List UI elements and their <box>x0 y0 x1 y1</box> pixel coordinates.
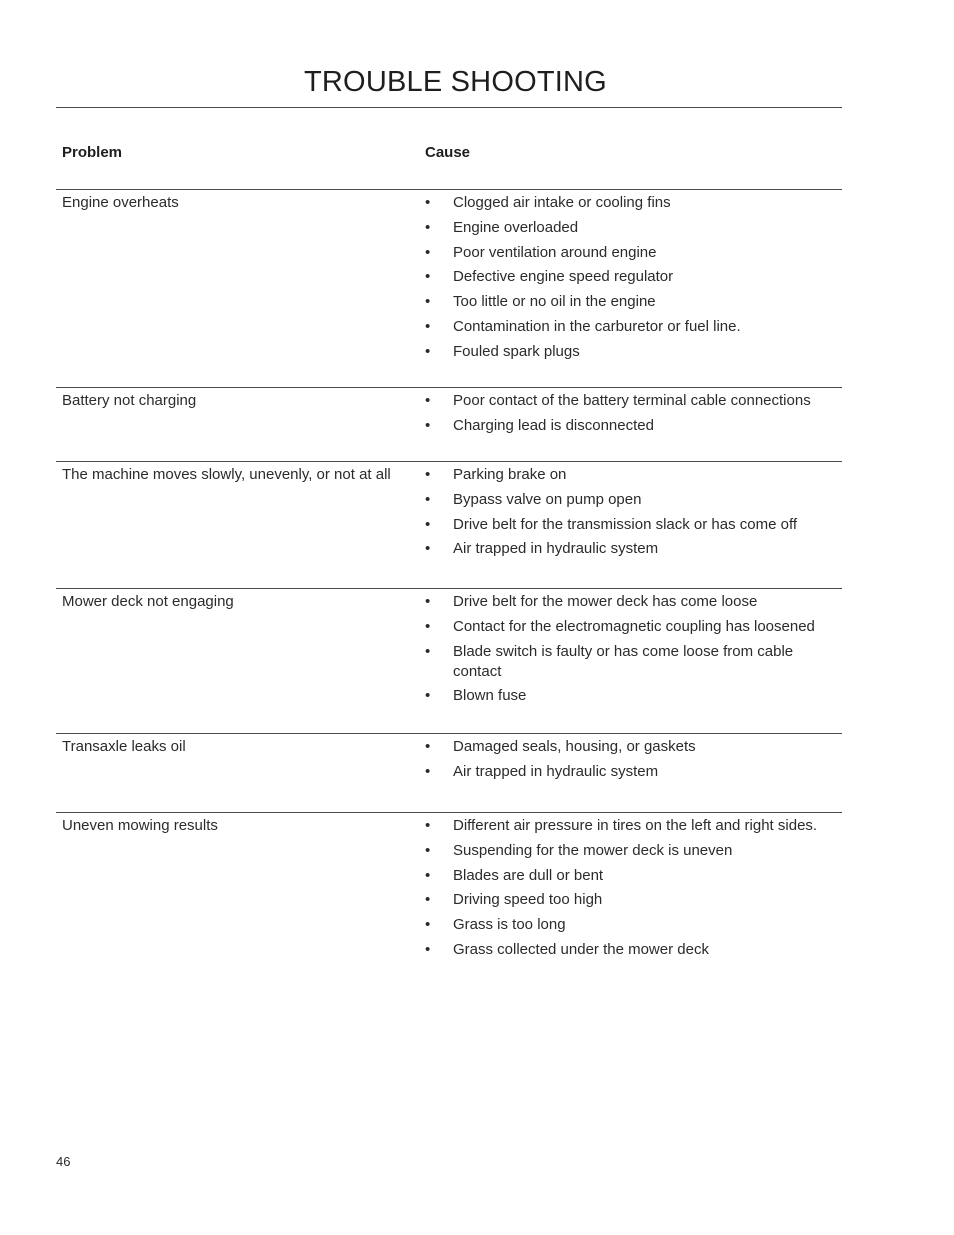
bullet-icon: • <box>425 762 431 780</box>
cause-text: Blown fuse <box>453 687 527 705</box>
cause-text: Damaged seals, housing, or gaskets <box>453 738 696 755</box>
bullet-icon: • <box>425 540 431 558</box>
cause-item <box>419 915 842 935</box>
cause-text: Suspending for the mower deck is uneven <box>453 841 733 859</box>
cause-text: Charging lead is disconnected <box>453 416 654 434</box>
cause-item <box>419 292 842 312</box>
cause-item <box>419 342 842 362</box>
cause-item <box>419 592 842 612</box>
bullet-icon: • <box>425 466 431 483</box>
cause-item <box>419 490 842 510</box>
page-title: TROUBLE SHOOTING <box>304 66 607 98</box>
bullet-icon: • <box>425 593 431 610</box>
cause-item <box>419 816 842 836</box>
cause-list <box>419 816 842 960</box>
cause-item <box>419 391 842 411</box>
cause-item <box>419 267 842 287</box>
cause-text: Contact for the electromagnetic coupling has loosened <box>453 617 815 635</box>
problem-cell: Mower deck not engaging <box>62 593 234 610</box>
bullet-icon: • <box>425 617 431 635</box>
cause-text: Grass collected under the mower deck <box>453 940 709 958</box>
problem-cell: Battery not charging <box>62 392 197 409</box>
cause-text: Defective engine speed regulator <box>453 268 674 286</box>
cause-text: Driving speed too high <box>453 891 603 909</box>
cause-item <box>419 617 842 637</box>
bullet-icon: • <box>425 194 431 211</box>
bullet-icon: • <box>425 817 431 834</box>
bullet-icon: • <box>425 866 431 884</box>
cause-item <box>419 465 842 485</box>
cause-text: Bypass valve on pump open <box>453 490 642 508</box>
cause-text: Different air pressure in tires on the left and right sides. <box>453 817 818 834</box>
cause-item <box>419 737 842 757</box>
cause-text: Poor ventilation around engine <box>453 243 657 261</box>
cause-item <box>419 539 842 559</box>
bullet-icon: • <box>425 916 431 934</box>
cause-list <box>419 465 842 559</box>
cause-item <box>419 243 842 263</box>
cause-text: Too little or no oil in the engine <box>453 293 656 311</box>
cause-text: Drive belt for the transmission slack or has come off <box>453 515 798 533</box>
cause-text: Poor contact of the battery terminal cable connections <box>453 392 811 409</box>
bullet-icon: • <box>425 392 431 409</box>
bullet-icon: • <box>425 687 431 705</box>
bullet-icon: • <box>425 515 431 533</box>
table-row <box>56 588 842 733</box>
bullet-icon: • <box>425 293 431 311</box>
bullet-icon: • <box>425 642 431 660</box>
problem-cell: Uneven mowing results <box>62 817 218 834</box>
cause-item <box>419 841 842 861</box>
table-row <box>56 733 842 812</box>
cause-text: Drive belt for the mower deck has come loose <box>453 593 758 610</box>
cause-cell <box>419 462 842 588</box>
cause-item <box>419 890 842 910</box>
cause-cell <box>419 734 842 812</box>
troubleshooting-table <box>56 189 842 982</box>
cause-text: Contamination in the carburetor or fuel line. <box>453 317 741 335</box>
cause-text: Clogged air intake or cooling fins <box>453 194 671 211</box>
bullet-icon: • <box>425 738 431 755</box>
bullet-icon: • <box>425 940 431 958</box>
table-row <box>56 189 842 387</box>
cause-text: Air trapped in hydraulic system <box>453 540 659 558</box>
problem-cell: Engine overheats <box>62 194 179 211</box>
bullet-icon: • <box>425 841 431 859</box>
bullet-icon: • <box>425 317 431 335</box>
table-row <box>56 387 842 461</box>
problem-column-header: Problem <box>62 144 123 161</box>
cause-item <box>419 866 842 886</box>
cause-cell <box>419 388 842 461</box>
cause-text: Air trapped in hydraulic system <box>453 762 659 780</box>
cause-item <box>419 218 842 238</box>
cause-list <box>419 193 842 362</box>
problem-cell: Transaxle leaks oil <box>62 738 186 755</box>
cause-column-header: Cause <box>425 144 471 161</box>
bullet-icon: • <box>425 891 431 909</box>
cause-item <box>419 642 842 682</box>
cause-text: Parking brake on <box>453 466 567 483</box>
cause-cell <box>419 813 842 982</box>
cause-item <box>419 940 842 960</box>
cause-text: Engine overloaded <box>453 218 579 236</box>
bullet-icon: • <box>425 416 431 434</box>
cause-item <box>419 193 842 213</box>
table-row <box>56 812 842 982</box>
cause-list <box>419 391 842 436</box>
table-row <box>56 461 842 588</box>
cause-item <box>419 416 842 436</box>
cause-text: Blades are dull or bent <box>453 866 604 884</box>
cause-cell <box>419 589 842 733</box>
cause-cell <box>419 190 842 387</box>
page-number: 46 <box>56 1154 71 1169</box>
bullet-icon: • <box>425 342 431 360</box>
cause-list <box>419 737 842 782</box>
cause-item <box>419 686 842 706</box>
cause-item <box>419 317 842 337</box>
cause-text: Grass is too long <box>453 916 566 934</box>
bullet-icon: • <box>425 268 431 286</box>
cause-list <box>419 592 842 706</box>
bullet-icon: • <box>425 218 431 236</box>
problem-cell: The machine moves slowly, unevenly, or not at all <box>62 466 391 483</box>
cause-text: Fouled spark plugs <box>453 342 580 360</box>
bullet-icon: • <box>425 243 431 261</box>
cause-text: Blade switch is faulty or has come loose from cable contact <box>453 642 794 680</box>
cause-item <box>419 515 842 535</box>
title-divider <box>56 107 842 108</box>
bullet-icon: • <box>425 490 431 508</box>
cause-item <box>419 762 842 782</box>
